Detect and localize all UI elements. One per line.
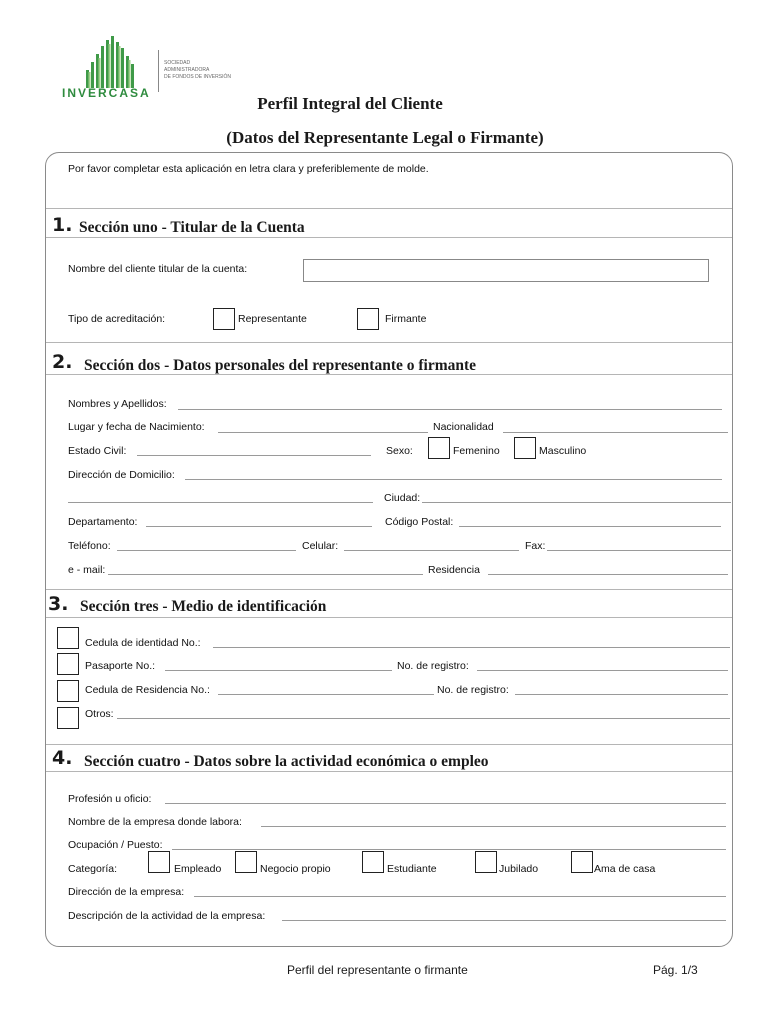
passport-label: Pasaporte No.: [85, 660, 156, 672]
birth-field[interactable] [218, 432, 428, 433]
retired-checkbox[interactable] [475, 851, 497, 873]
section-4-underline [46, 771, 732, 772]
profession-field[interactable] [165, 803, 726, 804]
phone-label: Teléfono: [68, 540, 111, 552]
occupation-label: Ocupación / Puesto: [68, 839, 163, 851]
female-checkbox[interactable] [428, 437, 450, 459]
company-logo [62, 36, 242, 102]
nationality-field[interactable] [503, 432, 728, 433]
registry-field-1[interactable] [477, 670, 728, 671]
account-holder-label: Nombre del cliente titular de la cuenta: [68, 263, 248, 275]
footer-page-number: Pág. 1/3 [653, 963, 698, 977]
retired-label: Jubilado [499, 863, 539, 875]
company-label: Nombre de la empresa donde labora: [68, 816, 242, 828]
passport-checkbox[interactable] [57, 653, 79, 675]
email-label: e - mail: [68, 564, 106, 576]
email-field[interactable] [108, 574, 423, 575]
nationality-label: Nacionalidad [433, 421, 494, 433]
cedula-field[interactable] [213, 647, 730, 648]
section-1-underline [46, 237, 732, 238]
occupation-field[interactable] [172, 849, 726, 850]
profession-label: Profesión u oficio: [68, 793, 152, 805]
brand-name: INVERCASA [62, 86, 151, 100]
category-label: Categoría: [68, 863, 118, 875]
employee-checkbox[interactable] [148, 851, 170, 873]
postal-code-field[interactable] [459, 526, 721, 527]
civil-status-field[interactable] [137, 455, 371, 456]
section-1-number: 1. [52, 214, 73, 236]
section-4-title: Sección cuatro - Datos sobre la actividad económica o empleo [84, 753, 489, 770]
others-checkbox[interactable] [57, 707, 79, 729]
section-2-number: 2. [52, 351, 73, 373]
city-field[interactable] [422, 502, 731, 503]
postal-code-label: Código Postal: [385, 516, 454, 528]
divider [46, 589, 732, 590]
representante-checkbox[interactable] [213, 308, 235, 330]
phone-field[interactable] [117, 550, 296, 551]
student-label: Estudiante [387, 863, 437, 875]
footer-doc-name: Perfil del representante o firmante [287, 963, 468, 977]
intro-text: Por favor completar esta aplicación en letra clara y preferiblemente de molde. [68, 163, 429, 175]
sex-label: Sexo: [386, 445, 413, 457]
fax-field[interactable] [547, 550, 731, 551]
cedula-checkbox[interactable] [57, 627, 79, 649]
page-subtitle: (Datos del Representante Legal o Firmante) [226, 128, 544, 147]
section-3-number: 3. [48, 593, 69, 615]
address-label: Dirección de Domicilio: [68, 469, 175, 481]
female-label: Femenino [453, 445, 500, 457]
fax-label: Fax: [525, 540, 546, 552]
company-description-field[interactable] [282, 920, 726, 921]
own-business-label: Negocio propio [260, 863, 331, 875]
representante-label: Representante [238, 313, 307, 325]
others-label: Otros: [85, 708, 114, 720]
residency-checkbox[interactable] [57, 680, 79, 702]
address-field[interactable] [185, 479, 722, 480]
section-4-number: 4. [52, 747, 73, 769]
department-label: Departamento: [68, 516, 138, 528]
homemaker-checkbox[interactable] [571, 851, 593, 873]
cell-field[interactable] [344, 550, 519, 551]
employee-label: Empleado [174, 863, 222, 875]
account-holder-input[interactable] [303, 259, 709, 282]
male-label: Masculino [539, 445, 587, 457]
section-2-underline [46, 374, 732, 375]
residence-label: Residencia [428, 564, 480, 576]
company-address-field[interactable] [194, 896, 726, 897]
cedula-label: Cedula de identidad No.: [85, 637, 201, 649]
registry-field-2[interactable] [515, 694, 728, 695]
others-field[interactable] [117, 718, 730, 719]
section-2-title: Sección dos - Datos personales del representante o firmante [84, 357, 477, 374]
civil-status-label: Estado Civil: [68, 445, 127, 457]
birth-label: Lugar y fecha de Nacimiento: [68, 421, 205, 433]
address-field-2[interactable] [68, 502, 373, 503]
divider [46, 342, 732, 343]
section-3-title: Sección tres - Medio de identificación [80, 598, 327, 615]
section-3-underline [46, 617, 732, 618]
company-address-label: Dirección de la empresa: [68, 886, 185, 898]
student-checkbox[interactable] [362, 851, 384, 873]
logo-divider [158, 50, 159, 92]
residency-field[interactable] [218, 694, 434, 695]
passport-field[interactable] [165, 670, 392, 671]
company-field[interactable] [261, 826, 726, 827]
firmante-checkbox[interactable] [357, 308, 379, 330]
section-1-title: Sección uno - Titular de la Cuenta [79, 219, 305, 236]
names-label: Nombres y Apellidos: [68, 398, 167, 410]
residency-label: Cedula de Residencia No.: [85, 684, 210, 696]
cell-label: Celular: [302, 540, 339, 552]
names-field[interactable] [178, 409, 722, 410]
firmante-label: Firmante [385, 313, 427, 325]
divider [46, 744, 732, 745]
registry-label-2: No. de registro: [437, 684, 509, 696]
male-checkbox[interactable] [514, 437, 536, 459]
residence-field[interactable] [488, 574, 728, 575]
homemaker-label: Ama de casa [594, 863, 656, 875]
registry-label-1: No. de registro: [397, 660, 469, 672]
divider [46, 208, 732, 209]
department-field[interactable] [146, 526, 372, 527]
own-business-checkbox[interactable] [235, 851, 257, 873]
page-title: Perfil Integral del Cliente [257, 94, 443, 113]
city-label: Ciudad: [384, 492, 421, 504]
building-icon [82, 36, 152, 88]
logo-tagline: SOCIEDAD ADMINISTRADORA DE FONDOS DE INVERSIÓN [164, 60, 231, 80]
accreditation-type-label: Tipo de acreditación: [68, 313, 166, 325]
company-description-label: Descripción de la actividad de la empresa: [68, 910, 266, 922]
